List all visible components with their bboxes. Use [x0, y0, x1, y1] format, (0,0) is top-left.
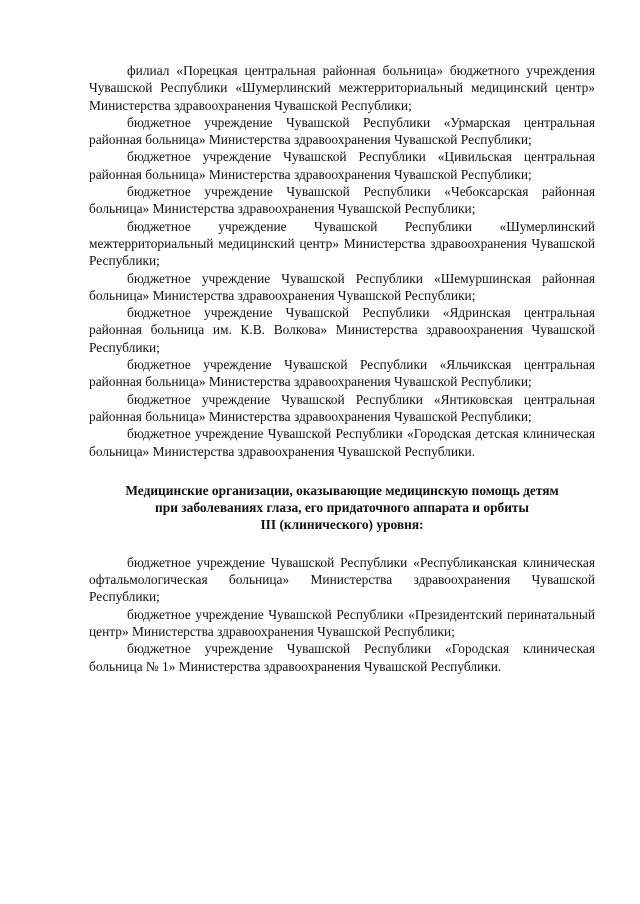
- list-item: бюджетное учреждение Чувашской Республики «Урмарская центральная районная больница» Министерства здравоохранения Чувашской Республики;: [89, 114, 595, 148]
- section-organizations-list: [89, 62, 595, 460]
- list-item: бюджетное учреждение Чувашской Республики «Городская клиническая больница № 1» Министерства здравоохранения Чувашской Республики.: [89, 641, 595, 674]
- list-item: бюджетное учреждение Чувашской Республики «Республиканская клиническая офтальмологическая больница» Министерства здравоохранения Чувашской Республики;: [89, 554, 595, 605]
- list-item: филиал «Порецкая центральная районная больница» бюджетного учреждения Чувашской Республики «Шумерлинский межтерриториальный медицинский центр» Министерства здравоохранения Чувашской Республики;: [89, 63, 595, 113]
- list-item: бюджетное учреждение Чувашской Республики «Яльчикская центральная районная больница» Министерства здравоохранения Чувашской Республики;: [89, 357, 595, 390]
- heading-line: при заболеваниях глаза, его придаточного аппарата и орбиты: [155, 500, 529, 516]
- section-heading: [89, 482, 595, 534]
- list-item: бюджетное учреждение Чувашской Республики «Чебоксарская районная больница» Министерства здравоохранения Чувашской Республики;: [89, 184, 595, 217]
- section-level3-organizations: [89, 554, 595, 675]
- heading-line: III (клинического) уровня:: [260, 517, 424, 533]
- list-item: бюджетное учреждение Чувашской Республики «Шумерлинский межтерриториальный медицинский центр» Министерства здравоохранения Чувашской Республики;: [89, 218, 595, 269]
- list-item: бюджетное учреждение Чувашской Республики «Президентский перинатальный центр» Министерства здравоохранения Чувашской Республики;: [89, 606, 595, 639]
- list-item: бюджетное учреждение Чувашской Республики «Городская детская клиническая больница» Министерства здравоохранения Чувашской Республики.: [89, 426, 595, 459]
- list-item: бюджетное учреждение Чувашской Республики «Цивильская центральная районная больница» Министерства здравоохранения Чувашской Республики;: [89, 149, 595, 182]
- heading-line: Медицинские организации, оказывающие медицинскую помощь детям: [125, 482, 559, 498]
- list-item: бюджетное учреждение Чувашской Республики «Шемуршинская районная больница» Министерства здравоохранения Чувашской Республики;: [89, 270, 595, 303]
- list-item: бюджетное учреждение Чувашской Республики «Ядринская центральная районная больница им. К.В. Волкова» Министерства здравоохранения Чувашской Республики;: [89, 305, 595, 355]
- document-body: [89, 62, 595, 675]
- list-item: бюджетное учреждение Чувашской Республики «Янтиковская центральная районная больница» Министерства здравоохранения Чувашской Республики;: [89, 391, 595, 424]
